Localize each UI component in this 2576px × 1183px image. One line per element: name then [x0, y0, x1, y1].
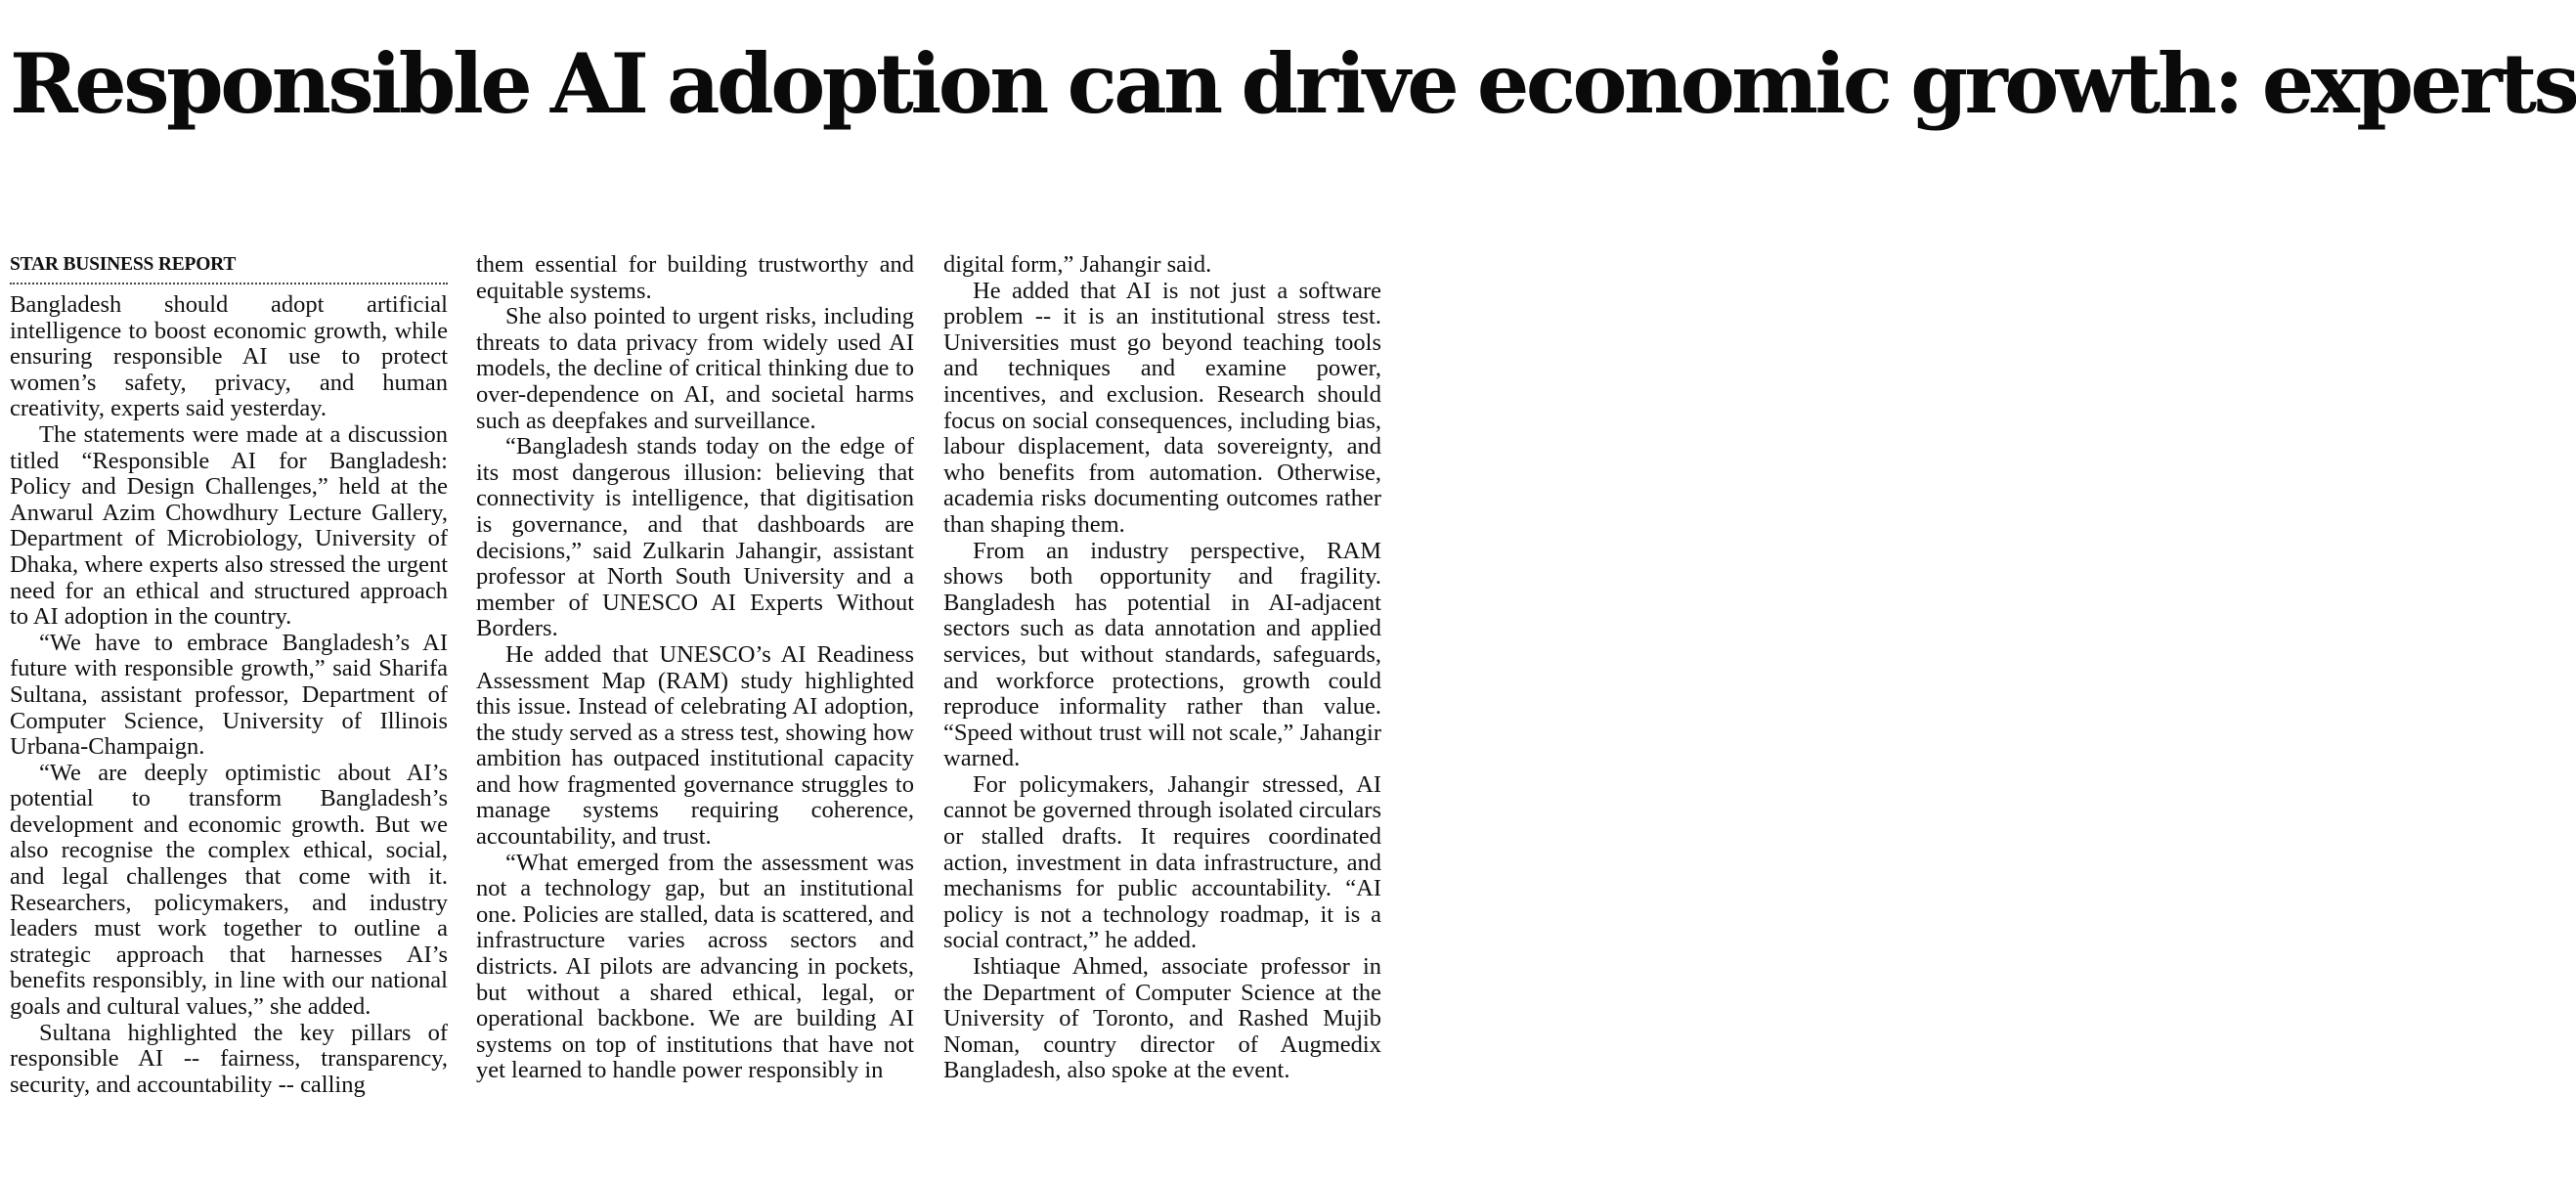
paragraph: “Bangladesh stands today on the edge of its most dangerous illusion: believing that connectivity is intelligence, that digitisation is governance, and that dashboards are decisions,” said Zulkarin Jahangir, assistant professor at North South University and a member of UNESCO AI Experts Without Borders. [476, 433, 914, 642]
paragraph: Sultana highlighted the key pillars of responsible AI -- fairness, transparency, security, and accountability -- calling [10, 1019, 448, 1098]
paragraph: He added that AI is not just a software problem -- it is an institutional stress test. Universities must go beyond teaching tools and techniques and examine power, incentives, and exclusion. Research should focus on social consequences, including bias, labour displacement, data sovereignty, and who benefits from automation. Otherwise, academia risks documenting outcomes rather than shaping them. [943, 277, 1381, 538]
paragraph: “We have to embrace Bangladesh’s AI future with responsible growth,” said Sharifa Sultana, assistant professor, Department of Computer Science, University of Illinois Urbana-Champaign. [10, 629, 448, 761]
paragraph: He added that UNESCO’s AI Readiness Assessment Map (RAM) study highlighted this issue. Instead of celebrating AI adoption, the study served as a stress test, showing how ambition has outpaced institutional capacity and how fragmented governance struggles to manage systems requiring coherence, accountability, and trust. [476, 640, 914, 851]
article-column-1 [10, 252, 448, 1098]
paragraph: them essential for building trustworthy and equitable systems. [476, 251, 914, 304]
paragraph: From an industry perspective, RAM shows both opportunity and fragility. Bangladesh has potential in AI-adjacent sectors such as data annotation and applied services, but without standards, safeguards, and workforce protections, growth could reproduce informality rather than value. “Speed without trust will not scale,” Jahangir warned. [943, 537, 1381, 772]
paragraph: “What emerged from the assessment was not a technology gap, but an institutional one. Policies are stalled, data is scattered, and infrastructure varies across sectors and districts. AI pilots are advancing in pockets, but without a shared ethical, legal, or operational backbone. We are building AI systems on top of institutions that have not yet learned to handle power responsibly in [476, 849, 914, 1084]
paragraph: Ishtiaque Ahmed, associate professor in the Department of Computer Science at the University of Toronto, and Rashed Mujib Noman, country director of Augmedix Bangladesh, also spoke at the event. [943, 953, 1381, 1084]
byline: STAR BUSINESS REPORT [10, 252, 448, 285]
paragraph: For policymakers, Jahangir stressed, AI cannot be governed through isolated circulars or stalled drafts. It requires coordinated action, investment in data infrastructure, and mechanisms for public accountability. “AI policy is not a technology roadmap, it is a social contract,” he added. [943, 770, 1381, 954]
paragraph: “We are deeply optimistic about AI’s potential to transform Bangladesh’s development and economic growth. But we also recognise the complex ethical, social, and legal challenges that come with it. Researchers, policymakers, and industry leaders must work together to outline a strategic approach that harnesses AI’s benefits responsibly, in line with our national goals and cultural values,” she added. [10, 759, 448, 1021]
paragraph: Bangladesh should adopt artificial intelligence to boost economic growth, while ensuring responsible AI use to protect women’s safety, privacy, and human creativity, experts said yesterday. [10, 291, 448, 422]
article-column-2 [476, 252, 914, 1084]
paragraph: She also pointed to urgent risks, including threats to data privacy from widely used AI models, the decline of critical thinking due to over-dependence on AI, and societal harms such as deepfakes and surveillance. [476, 303, 914, 434]
article-column-3 [943, 252, 1381, 1084]
paragraph: digital form,” Jahangir said. [943, 251, 1212, 278]
paragraph: The statements were made at a discussion titled “Responsible AI for Bangladesh: Policy and Design Challenges,” held at the Anwarul Azim Chowdhury Lecture Gallery, Department of Microbiology, University of Dhaka, where experts also stressed the urgent need for an ethical and structured approach to AI adoption in the country. [10, 420, 448, 631]
headline: Responsible AI adoption can drive economic growth: experts [10, 35, 2576, 132]
